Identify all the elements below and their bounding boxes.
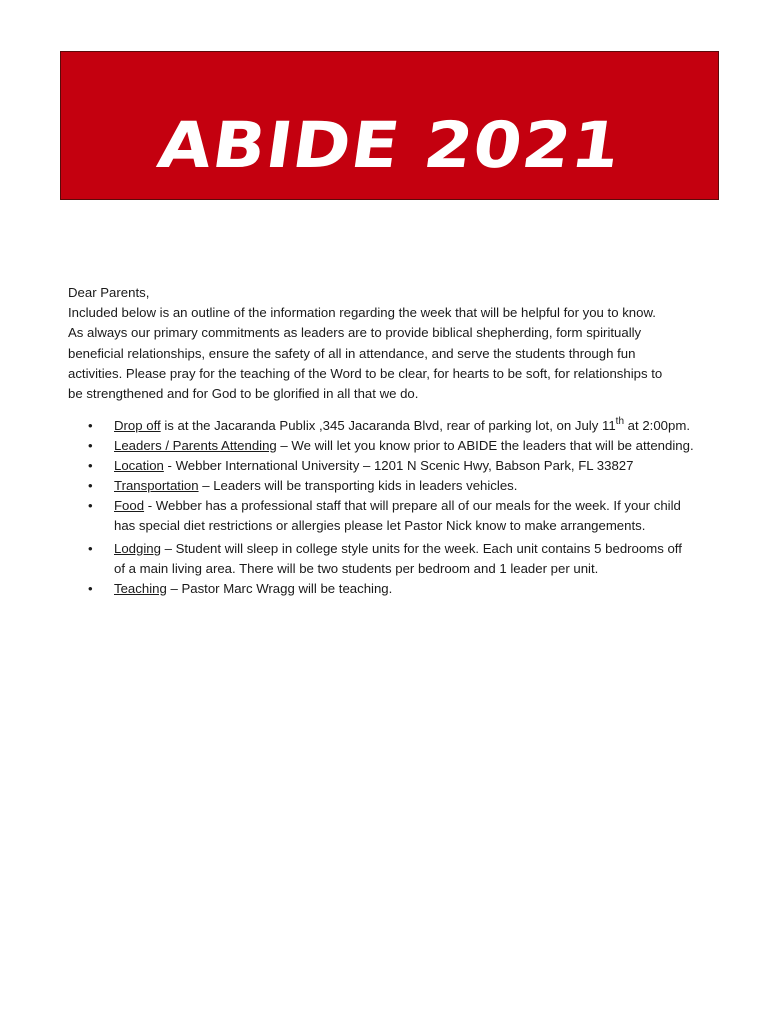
- bullet: •: [88, 458, 93, 473]
- item-text: - Webber International University – 1201 N Scenic Hwy, Babson Park, FL 33827: [163, 458, 634, 473]
- item-text: is at the Jacaranda Publix ,345 Jacaranda Blvd, rear of parking lot, on July 11: [160, 418, 616, 433]
- letter-body: [68, 283, 738, 404]
- item-text: – Leaders will be transporting kids in leaders vehicles.: [198, 478, 518, 493]
- list-item-location: [68, 456, 738, 476]
- item-label: Teaching: [114, 581, 167, 596]
- item-superscript: th: [615, 416, 625, 427]
- bullet: •: [88, 541, 93, 556]
- item-text-continued: has special diet restrictions or allergies please let Pastor Nick know to make arrangements.: [114, 518, 646, 533]
- banner-dates: JULY 11 - 16: [326, 211, 453, 233]
- item-label: Drop off: [114, 418, 161, 433]
- info-list: [68, 416, 738, 599]
- paragraph-line: beneficial relationships, ensure the safety of all in attendance, and serve the students through fun: [68, 345, 636, 361]
- paragraph-line: be strengthened and for God to be glorified in all that we do.: [68, 386, 419, 402]
- header-banner: [60, 51, 719, 233]
- paragraph-line: As always our primary commitments as leaders are to provide biblical shepherding, form spiritually: [68, 325, 642, 341]
- item-label: Transportation: [114, 478, 199, 493]
- paragraph-line: Included below is an outline of the information regarding the week that will be helpful for you to know.: [68, 305, 656, 321]
- item-text: – Student will sleep in college style units for the week. Each unit contains 5 bedrooms off: [160, 541, 682, 556]
- list-item-transportation: [68, 476, 738, 496]
- item-label: Food: [114, 498, 145, 513]
- item-text: – Pastor Marc Wragg will be teaching.: [166, 581, 393, 596]
- bullet: •: [88, 498, 93, 513]
- list-item-lodging: [68, 539, 738, 579]
- bullet: •: [88, 418, 93, 433]
- banner-title: ABIDE 2021: [153, 109, 626, 183]
- list-item-food: [68, 496, 738, 536]
- bullet: •: [88, 581, 93, 596]
- item-label: Location: [114, 458, 164, 473]
- list-item-teaching: [68, 579, 738, 599]
- bullet: •: [88, 478, 93, 493]
- greeting: Dear Parents,: [68, 285, 150, 300]
- item-label: Leaders / Parents Attending: [114, 438, 277, 453]
- list-item-leaders: [68, 436, 738, 456]
- item-text: at 2:00pm.: [624, 418, 690, 433]
- item-text: - Webber has a professional staff that will prepare all of our meals for the week. If your child: [144, 498, 681, 513]
- bullet: •: [88, 438, 93, 453]
- item-text: – We will let you know prior to ABIDE the leaders that will be attending.: [276, 438, 694, 453]
- item-text-continued: of a main living area. There will be two students per bedroom and 1 leader per unit.: [114, 561, 599, 576]
- item-label: Lodging: [114, 541, 161, 556]
- paragraph-line: activities. Please pray for the teaching of the Word to be clear, for hearts to be soft, for relationships to: [68, 365, 663, 381]
- list-item-drop-off: [68, 416, 738, 436]
